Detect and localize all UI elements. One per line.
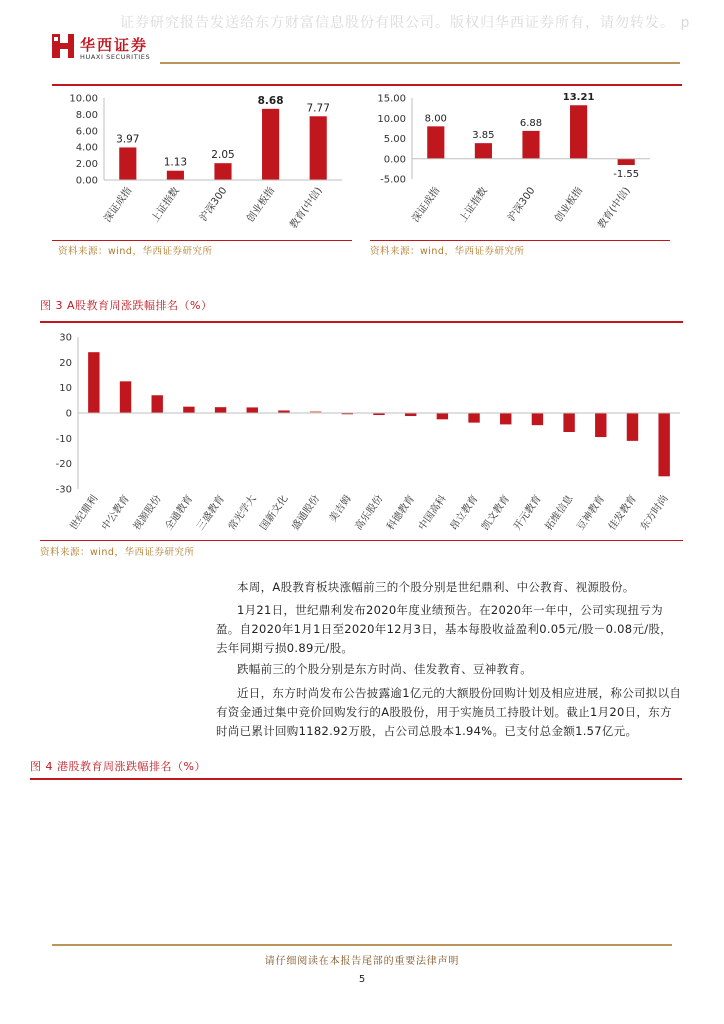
category-label: 创业板指 — [245, 185, 278, 225]
bar — [563, 413, 574, 432]
y-tick-label: -20 — [55, 459, 72, 471]
y-tick-label: 4.00 — [75, 142, 98, 154]
category-label: 高乐股份 — [353, 493, 386, 533]
index-chart-left — [52, 86, 352, 238]
figure-3-bottom-border — [40, 540, 683, 541]
category-label: 沪深300 — [506, 185, 538, 224]
y-tick-label: 0.00 — [383, 154, 406, 166]
bar — [310, 116, 327, 180]
source-note-right: 资料来源：wind，华西证券研究所 — [370, 246, 525, 257]
figure-4-top-border — [30, 778, 682, 780]
bar — [214, 163, 231, 180]
y-tick-label: -5.00 — [380, 174, 406, 186]
category-label: 东方时尚 — [638, 493, 671, 533]
data-label: 8.00 — [424, 113, 447, 125]
watermark-text: 证券研究报告发送给东方财富信息股份有限公司。版权归华西证券所有，请勿转发。 p — [120, 15, 691, 31]
category-label: 凯文教育 — [480, 493, 513, 533]
index-chart-right — [370, 86, 670, 238]
category-label: 三盛教育 — [195, 493, 228, 533]
bar — [88, 352, 99, 413]
category-label: 深证成指 — [102, 185, 135, 225]
y-tick-label: 30 — [59, 332, 72, 344]
bar — [427, 126, 444, 158]
y-tick-label: 15.00 — [377, 93, 406, 105]
category-label: 昂立教育 — [448, 493, 481, 533]
category-label: 开元教育 — [511, 493, 544, 533]
bar — [215, 407, 226, 413]
data-label: -1.55 — [613, 169, 640, 181]
category-label: 创业板指 — [553, 185, 586, 225]
y-tick-label: 10.00 — [377, 113, 406, 125]
paragraph-2: 1月21日，世纪鼎利发布2020年度业绩预告。在2020年一年中，公司实现扭亏为盈。自2020年1月1日至2020年12月3日，基本每股收益盈利0.05元/股－0.08元/股，去年同期亏损0.89元/股。 — [216, 603, 672, 655]
category-label: 佳发教育 — [606, 493, 639, 533]
bar — [595, 413, 606, 437]
y-tick-label: 0.00 — [75, 175, 98, 187]
source-note-figure-3: 资料来源：wind，华西证券研究所 — [40, 547, 195, 558]
category-label: 上证指数 — [457, 185, 490, 225]
category-label: 常光学大 — [226, 493, 259, 533]
y-tick-label: -30 — [55, 484, 72, 496]
bar — [183, 407, 194, 413]
a-share-education-chart — [40, 326, 683, 540]
y-tick-label: 0 — [65, 408, 72, 420]
header-divider — [160, 62, 680, 64]
data-label: 6.88 — [519, 117, 543, 129]
category-label: 美吉姆 — [327, 493, 354, 525]
footer-legal-note: 请仔细阅读在本报告尾部的重要法律声明 — [264, 956, 460, 967]
data-label: 8.68 — [257, 94, 284, 107]
y-tick-label: -10 — [55, 433, 72, 445]
category-label: 深证成指 — [410, 185, 443, 225]
bar — [152, 395, 163, 413]
bar — [437, 413, 448, 419]
category-label: 中公教育 — [100, 493, 132, 533]
bar — [532, 413, 543, 425]
bar — [627, 413, 638, 441]
category-label: 盛通股份 — [290, 493, 323, 533]
source-note-left: 资料来源：wind，华西证券研究所 — [58, 246, 213, 257]
huaxi-logo-icon — [52, 34, 74, 58]
data-label: 2.05 — [211, 149, 235, 162]
bar — [262, 109, 279, 180]
paragraph-4: 近日，东方时尚发布公告披露逾1亿元的大额股份回购计划及相应进展，称公司拟以自有资金通过集中竞价回购发行的A股股份，用于实施员工持股计划。截止1月20日，东方时尚已累计回购1182.92万股，占公司总股本1.94%。已支付总金额1.57亿元。 — [216, 686, 682, 738]
bar — [119, 147, 136, 180]
footer-divider — [52, 944, 672, 946]
y-tick-label: 6.00 — [75, 126, 98, 138]
category-label: 上证指数 — [149, 185, 182, 225]
logo-english: HUAXI SECURITIES — [80, 53, 151, 61]
y-tick-label: 5.00 — [383, 134, 406, 145]
y-tick-label: 10.00 — [69, 93, 98, 105]
data-label: 13.21 — [562, 92, 595, 104]
y-tick-label: 2.00 — [75, 159, 98, 171]
category-label: 沪深300 — [198, 185, 230, 224]
page-number: 5 — [358, 974, 366, 985]
category-label: 教育(中信) — [596, 185, 633, 231]
bar — [618, 159, 635, 165]
category-label: 世纪鼎利 — [68, 493, 101, 533]
paragraph-1: 本周，A股教育板块涨幅前三的个股分别是世纪鼎利、中公教育、视源股份。 — [237, 580, 635, 594]
bar — [570, 105, 587, 159]
category-label: 视源股份 — [131, 493, 164, 533]
bar — [167, 171, 184, 180]
category-label: 教育(中信) — [288, 185, 325, 231]
bar — [522, 131, 539, 159]
category-label: 拓维信息 — [543, 493, 576, 533]
bar — [120, 381, 131, 413]
figure-3-title: 图 3 A股教育周涨跌幅排名（%） — [40, 299, 213, 312]
y-tick-label: 20 — [59, 357, 72, 369]
data-label: 1.13 — [163, 156, 188, 169]
paragraph-3: 跌幅前三的个股分别是东方时尚、佳发教育、豆神教育。 — [237, 662, 532, 676]
category-label: 中国高科 — [416, 493, 449, 533]
logo-chinese: 华西证券 — [80, 36, 149, 54]
data-label: 7.77 — [306, 102, 330, 115]
bar — [500, 413, 511, 424]
category-label: 全通教育 — [163, 493, 196, 533]
right-chart-bottom-border — [370, 240, 670, 241]
left-chart-bottom-border — [52, 240, 352, 241]
category-label: 科德教育 — [385, 493, 418, 533]
y-tick-label: 8.00 — [75, 109, 98, 121]
category-label: 国新文化 — [258, 493, 291, 533]
figure-4-title: 图 4 港股教育周涨跌幅排名（%） — [30, 760, 206, 773]
category-label: 豆神教育 — [575, 493, 608, 533]
bar — [247, 407, 258, 413]
data-label: 3.97 — [116, 133, 140, 146]
y-tick-label: 10 — [59, 383, 72, 395]
figure-3-top-border — [40, 321, 683, 323]
bar — [475, 143, 492, 159]
bar — [658, 413, 669, 476]
bar — [468, 413, 479, 423]
data-label: 3.85 — [472, 130, 495, 142]
